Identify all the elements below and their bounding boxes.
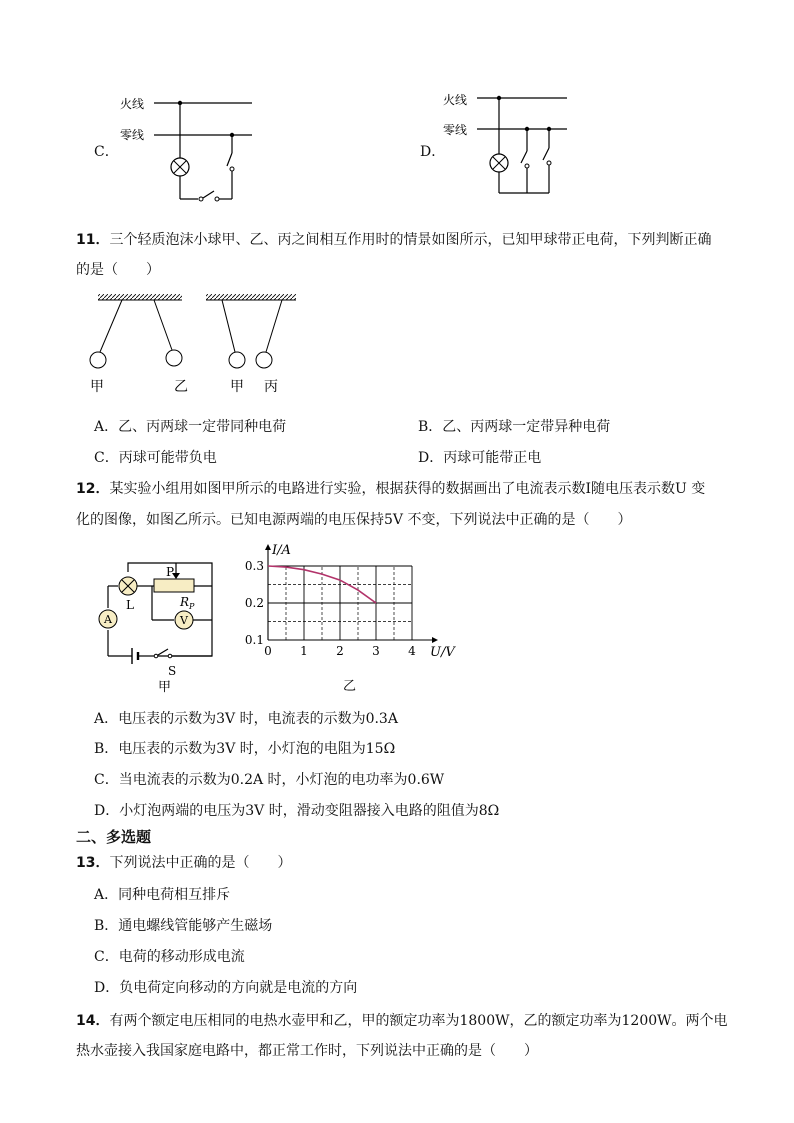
option-d-label: D．: [420, 144, 446, 160]
fig-label: 乙: [174, 379, 188, 395]
q13-option-d: D．负电荷定向移动的方向就是电流的方向: [94, 980, 358, 996]
slider-label: P: [166, 565, 175, 579]
rheostat-icon: [154, 579, 194, 592]
q11-option-b: B．乙、丙两球一定带异种电荷: [418, 419, 611, 435]
q12-option-a: A．电压表的示数为3V 时，电流表的示数为0.3A: [94, 711, 398, 727]
switch-icon: [203, 191, 214, 198]
q13-option-c: C．电荷的移动形成电流: [94, 949, 245, 965]
svg-text:V: V: [180, 614, 188, 627]
q13-option-b: B．通电螺线管能够产生磁场: [94, 918, 273, 934]
option-c-label: C．: [94, 144, 119, 160]
x-axis-label: U/V: [430, 645, 455, 660]
q12-line2: 化的图像，如图乙所示。已知电源两端的电压保持5V 不变，下列说法中正确的是（ ）: [76, 512, 632, 528]
x-axis-arrow: [432, 637, 438, 643]
iu-graph: [238, 538, 458, 693]
x-tick-label: 1: [300, 644, 308, 658]
svg-text:A: A: [104, 613, 112, 626]
neutral-wire-label: 零线: [443, 123, 468, 137]
q11-option-d: D．丙球可能带正电: [418, 450, 542, 466]
live-wire-label: 火线: [120, 97, 145, 111]
ball-yi: [166, 350, 182, 366]
circuit-diagram-d: [435, 85, 585, 205]
q13-text: 下列说法中正确的是（ ）: [109, 855, 292, 871]
x-tick-label: 4: [408, 644, 416, 658]
x-tick-label: 3: [372, 644, 380, 658]
lamp-label: L: [126, 598, 134, 612]
q14-text: 有两个额定电压相同的电热水壶甲和乙，甲的额定功率为1800W，乙的额定功率为1200W。两个电: [109, 1013, 728, 1029]
q11-line1: [76, 229, 711, 249]
y-tick-label: 0.2: [244, 596, 264, 610]
y-axis-arrow: [265, 544, 271, 550]
y-tick-label: 0.3: [244, 559, 264, 573]
q12-option-c: C．当电流表的示数为0.2A 时，小灯泡的电功率为0.6W: [94, 772, 445, 788]
q12-option-b: B．电压表的示数为3V 时，小灯泡的电阻为15Ω: [94, 741, 396, 757]
q11-balls-figure: [80, 290, 310, 400]
q11-line2: 的是（ ）: [76, 262, 160, 278]
switch-icon: [543, 148, 549, 160]
q11-text: 三个轻质泡沫小球甲、乙、丙之间相互作用时的情景如图所示，已知甲球带正电荷，下列判断正确: [109, 232, 712, 248]
neutral-wire-label: 零线: [120, 128, 145, 142]
x-tick-label: 0: [264, 644, 272, 658]
switch-icon: [521, 151, 527, 163]
ball-bing: [256, 352, 272, 368]
ball-jia-2: [229, 352, 245, 368]
section-title: 二、多选题: [76, 828, 152, 846]
q12-line1: [76, 478, 705, 498]
live-wire-label: 火线: [443, 93, 468, 107]
fig-label: 丙: [264, 379, 278, 395]
q14-number: 14．: [76, 1013, 110, 1029]
switch-label: S: [168, 664, 177, 678]
q12-option-d: D．小灯泡两端的电压为3V 时，滑动变阻器接入电路的阻值为8Ω: [94, 803, 500, 819]
y-axis-label: I/A: [272, 543, 291, 558]
circuit-caption: 甲: [158, 680, 172, 693]
fig-label: 甲: [90, 379, 104, 395]
q11-number: 11．: [76, 232, 110, 248]
q12-text: 某实验小组用如图甲所示的电路进行实验，根据获得的数据画出了电流表示数I随电压表示数U 变: [109, 481, 706, 497]
q11-option-a: A．乙、丙两球一定带同种电荷: [94, 419, 287, 435]
q13-number: 13．: [76, 855, 110, 871]
graph-caption: 乙: [343, 679, 357, 693]
q13-option-a: A．同种电荷相互排斥: [94, 887, 231, 903]
y-tick-label: 0.1: [244, 633, 264, 647]
q11-option-c: C．丙球可能带负电: [94, 450, 217, 466]
fig-label: 甲: [230, 379, 244, 395]
x-tick-label: 2: [336, 644, 344, 658]
q12-circuit-figure: [90, 548, 230, 693]
q13-line: [76, 852, 291, 872]
q12-number: 12．: [76, 481, 110, 497]
switch-icon: [158, 649, 168, 655]
q14-line2: 热水壶接入我国家庭电路中，都正常工作时，下列说法中正确的是（ ）: [76, 1043, 538, 1059]
rheostat-label: $R_P$: [180, 595, 195, 611]
ball-jia: [90, 352, 106, 368]
circuit-diagram-c: [110, 90, 260, 205]
q14-line1: [76, 1010, 728, 1030]
